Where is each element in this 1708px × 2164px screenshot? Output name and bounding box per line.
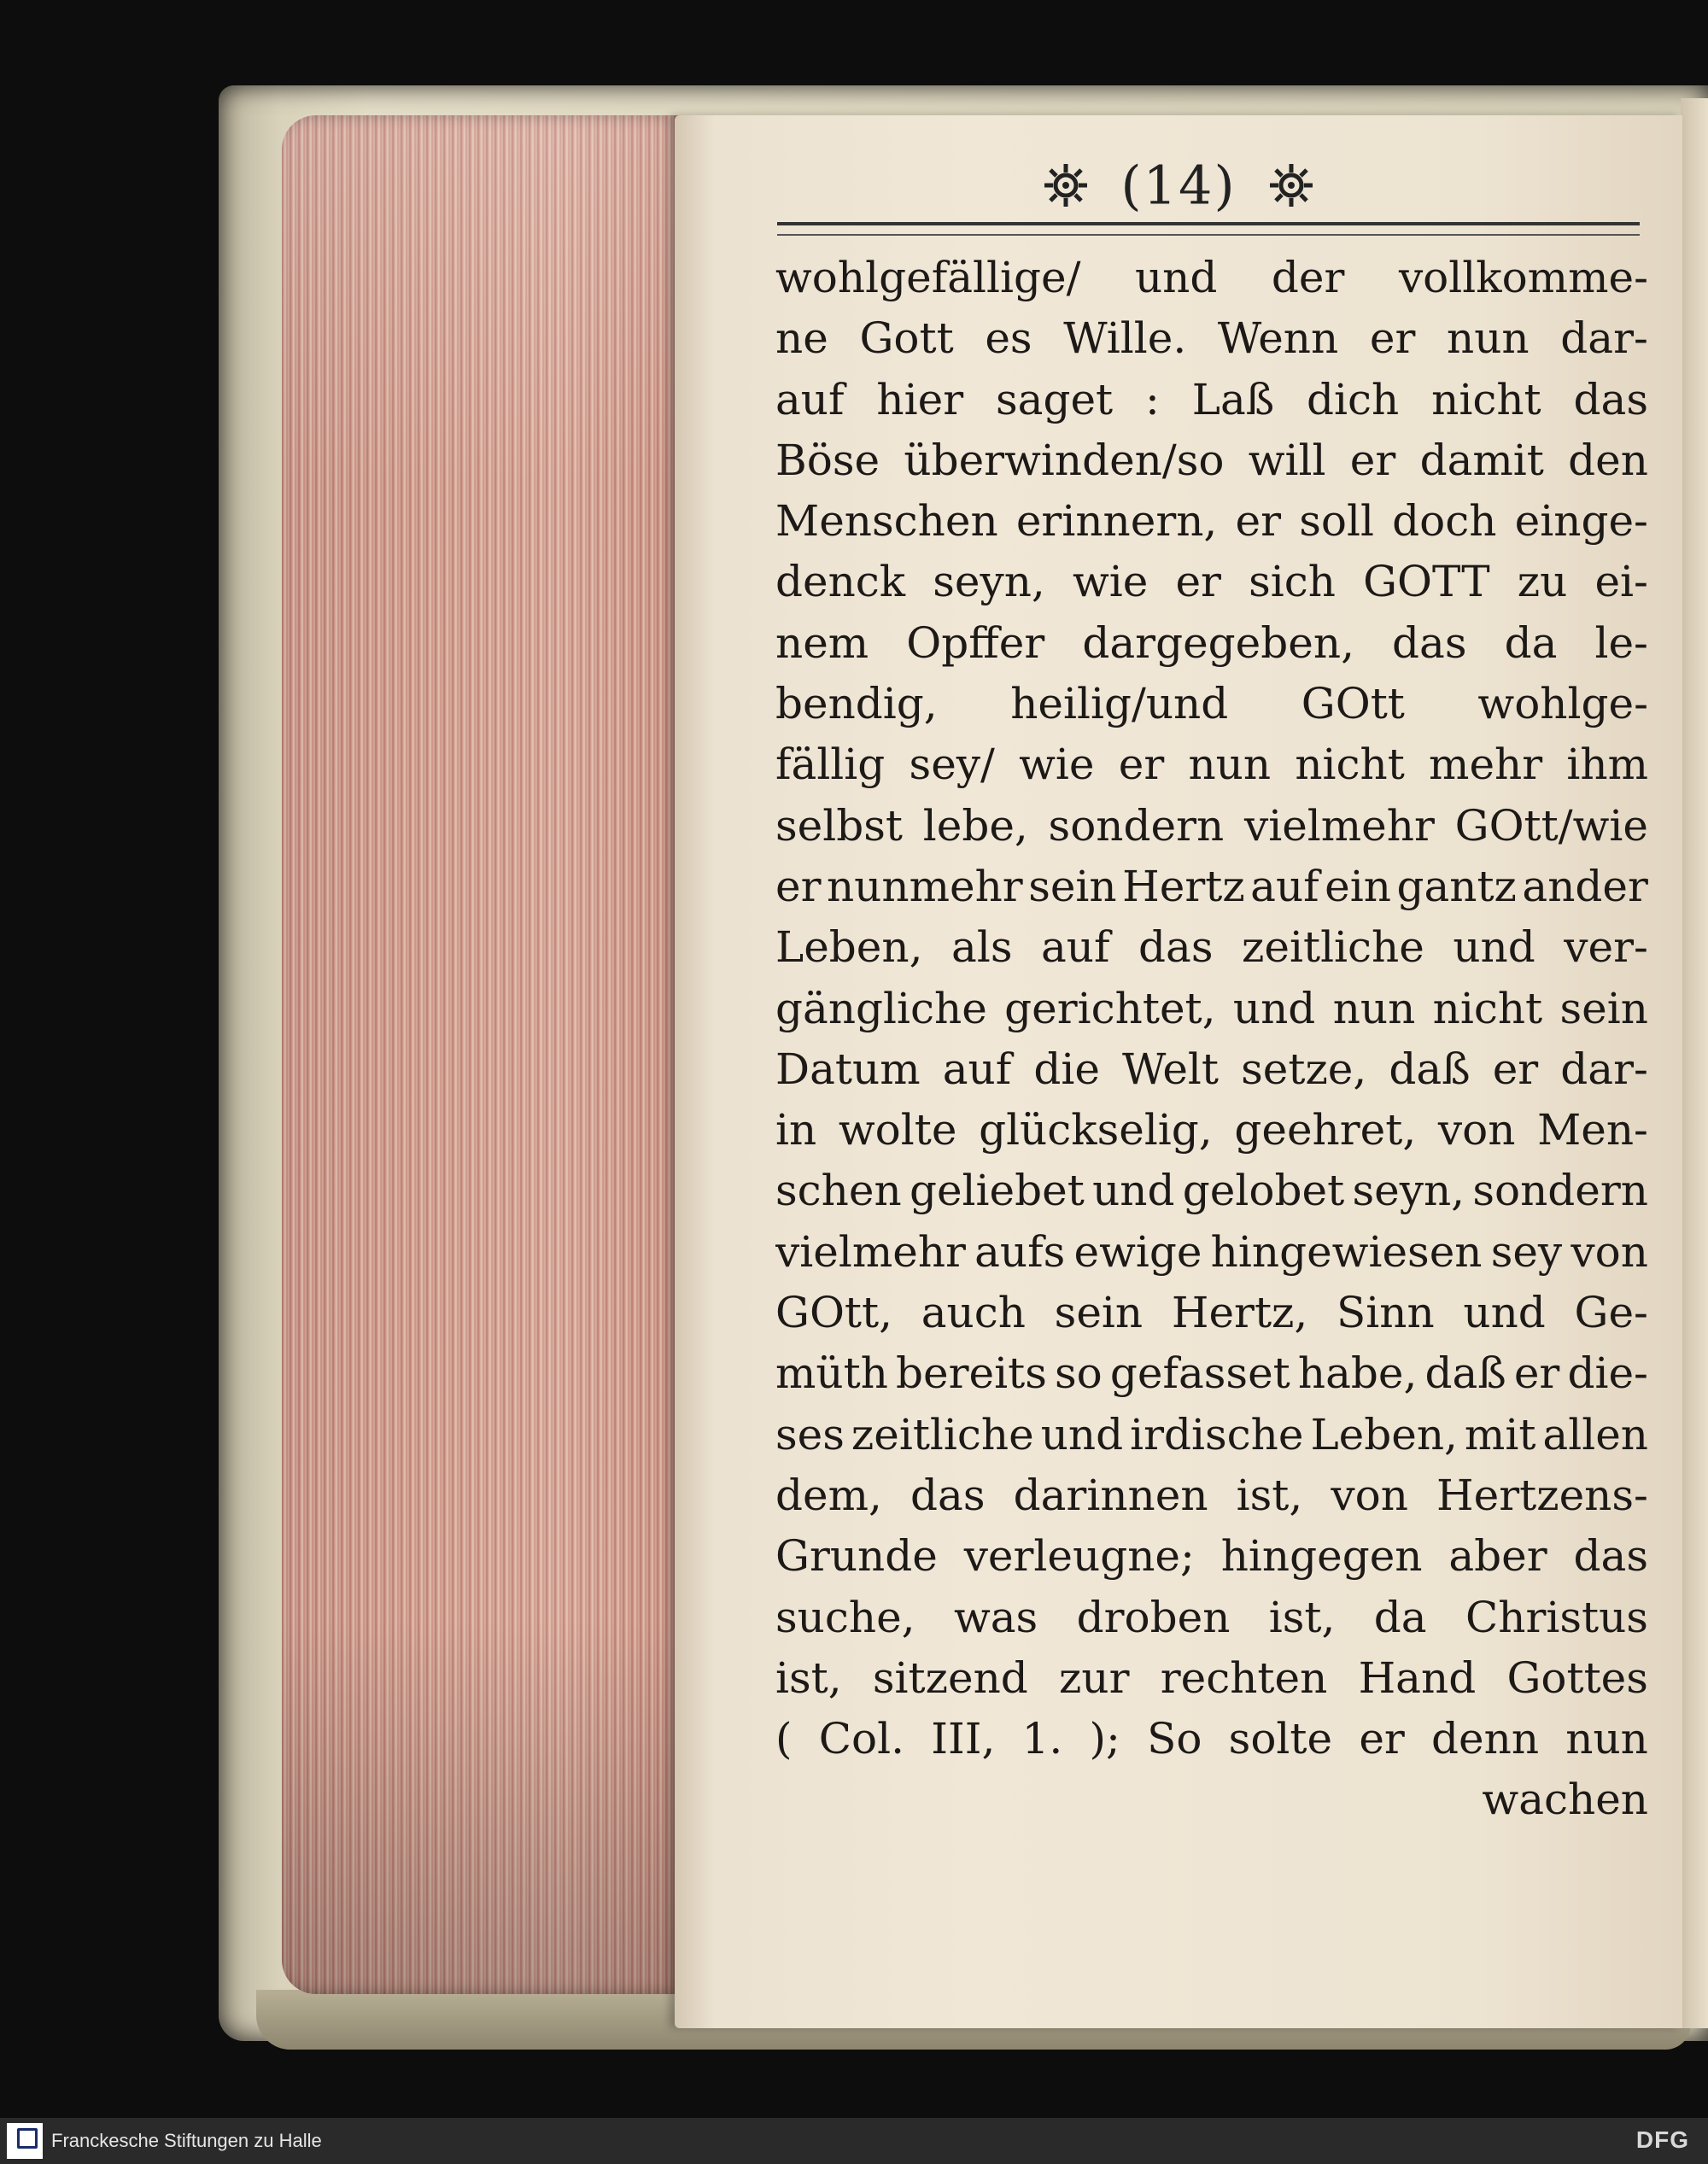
dfg-logo[interactable]: DFG [1635,2126,1689,2153]
page-header [675,149,1682,218]
text-line: müth bereits so gefasset habe, daß er die- [775,1348,1648,1399]
institution-logo-icon[interactable] [7,2123,43,2159]
page-edges-shade [282,115,683,1994]
text-line: er nunmehr sein Hertz auf ein gantz ander [775,861,1648,911]
catchword: wachen [1482,1775,1648,1825]
text-line: Menschen erinnern, er soll doch einge- [775,496,1648,547]
text-line: denck seyn, wie er sich GOTT zu ei- [775,557,1648,607]
printed-page [675,115,1682,2028]
text-line: Leben, als auf das zeitliche und ver- [775,922,1648,973]
text-line: nem Opffer dargegeben, das da le- [775,617,1648,668]
text-line: wohlgefällige/ und der vollkomme- [775,253,1648,302]
ornament-right-icon [1268,162,1314,208]
text-line: schen geliebet und gelobet seyn, sondern [775,1166,1648,1216]
text-line: suche, was droben ist, da Christus [775,1592,1648,1642]
facing-page-edge [1681,98,1708,2028]
text-line: gängliche gerichtet, und nun nicht sein [775,983,1648,1033]
text-line: Grunde verleugne; hingegen aber das [775,1531,1648,1582]
text-line: bendig, heilig/und GOtt wohlge- [775,679,1648,729]
text-line: GOtt, auch sein Hertz, Sinn und Ge- [775,1288,1648,1338]
text-line: Böse überwinden/so will er damit den [775,435,1648,485]
text-line: ses zeitliche und irdische Leben, mit allen [775,1409,1648,1459]
text-line: dem, das darinnen ist, von Hertzens- [775,1470,1648,1520]
page-number: (14) [1120,154,1237,217]
header-rule [777,222,1640,236]
text-line: auf hier saget : Laß dich nicht das [775,374,1648,424]
footer-bar [0,2118,1708,2164]
text-line: ( Col. III, 1. ); So solte er denn nun [775,1714,1648,1764]
text-line: Datum auf die Welt setze, daß er dar- [775,1044,1648,1094]
text-line: ist, sitzend zur rechten Hand Gottes [775,1652,1648,1703]
text-line: ne Gott es Wille. Wenn er nun dar- [775,313,1648,364]
text-line: vielmehr aufs ewige hingewiesen sey von [775,1226,1648,1277]
ornament-left-icon [1043,162,1089,208]
body-text [775,248,1648,1831]
text-line: in wolte glückselig, geehret, von Men- [775,1105,1648,1155]
institution-name[interactable]: Franckesche Stiftungen zu Halle [51,2130,322,2151]
text-line: fällig sey/ wie er nun nicht mehr ihm [775,740,1648,790]
text-line: selbst lebe, sondern vielmehr GOtt/wie [775,800,1648,851]
